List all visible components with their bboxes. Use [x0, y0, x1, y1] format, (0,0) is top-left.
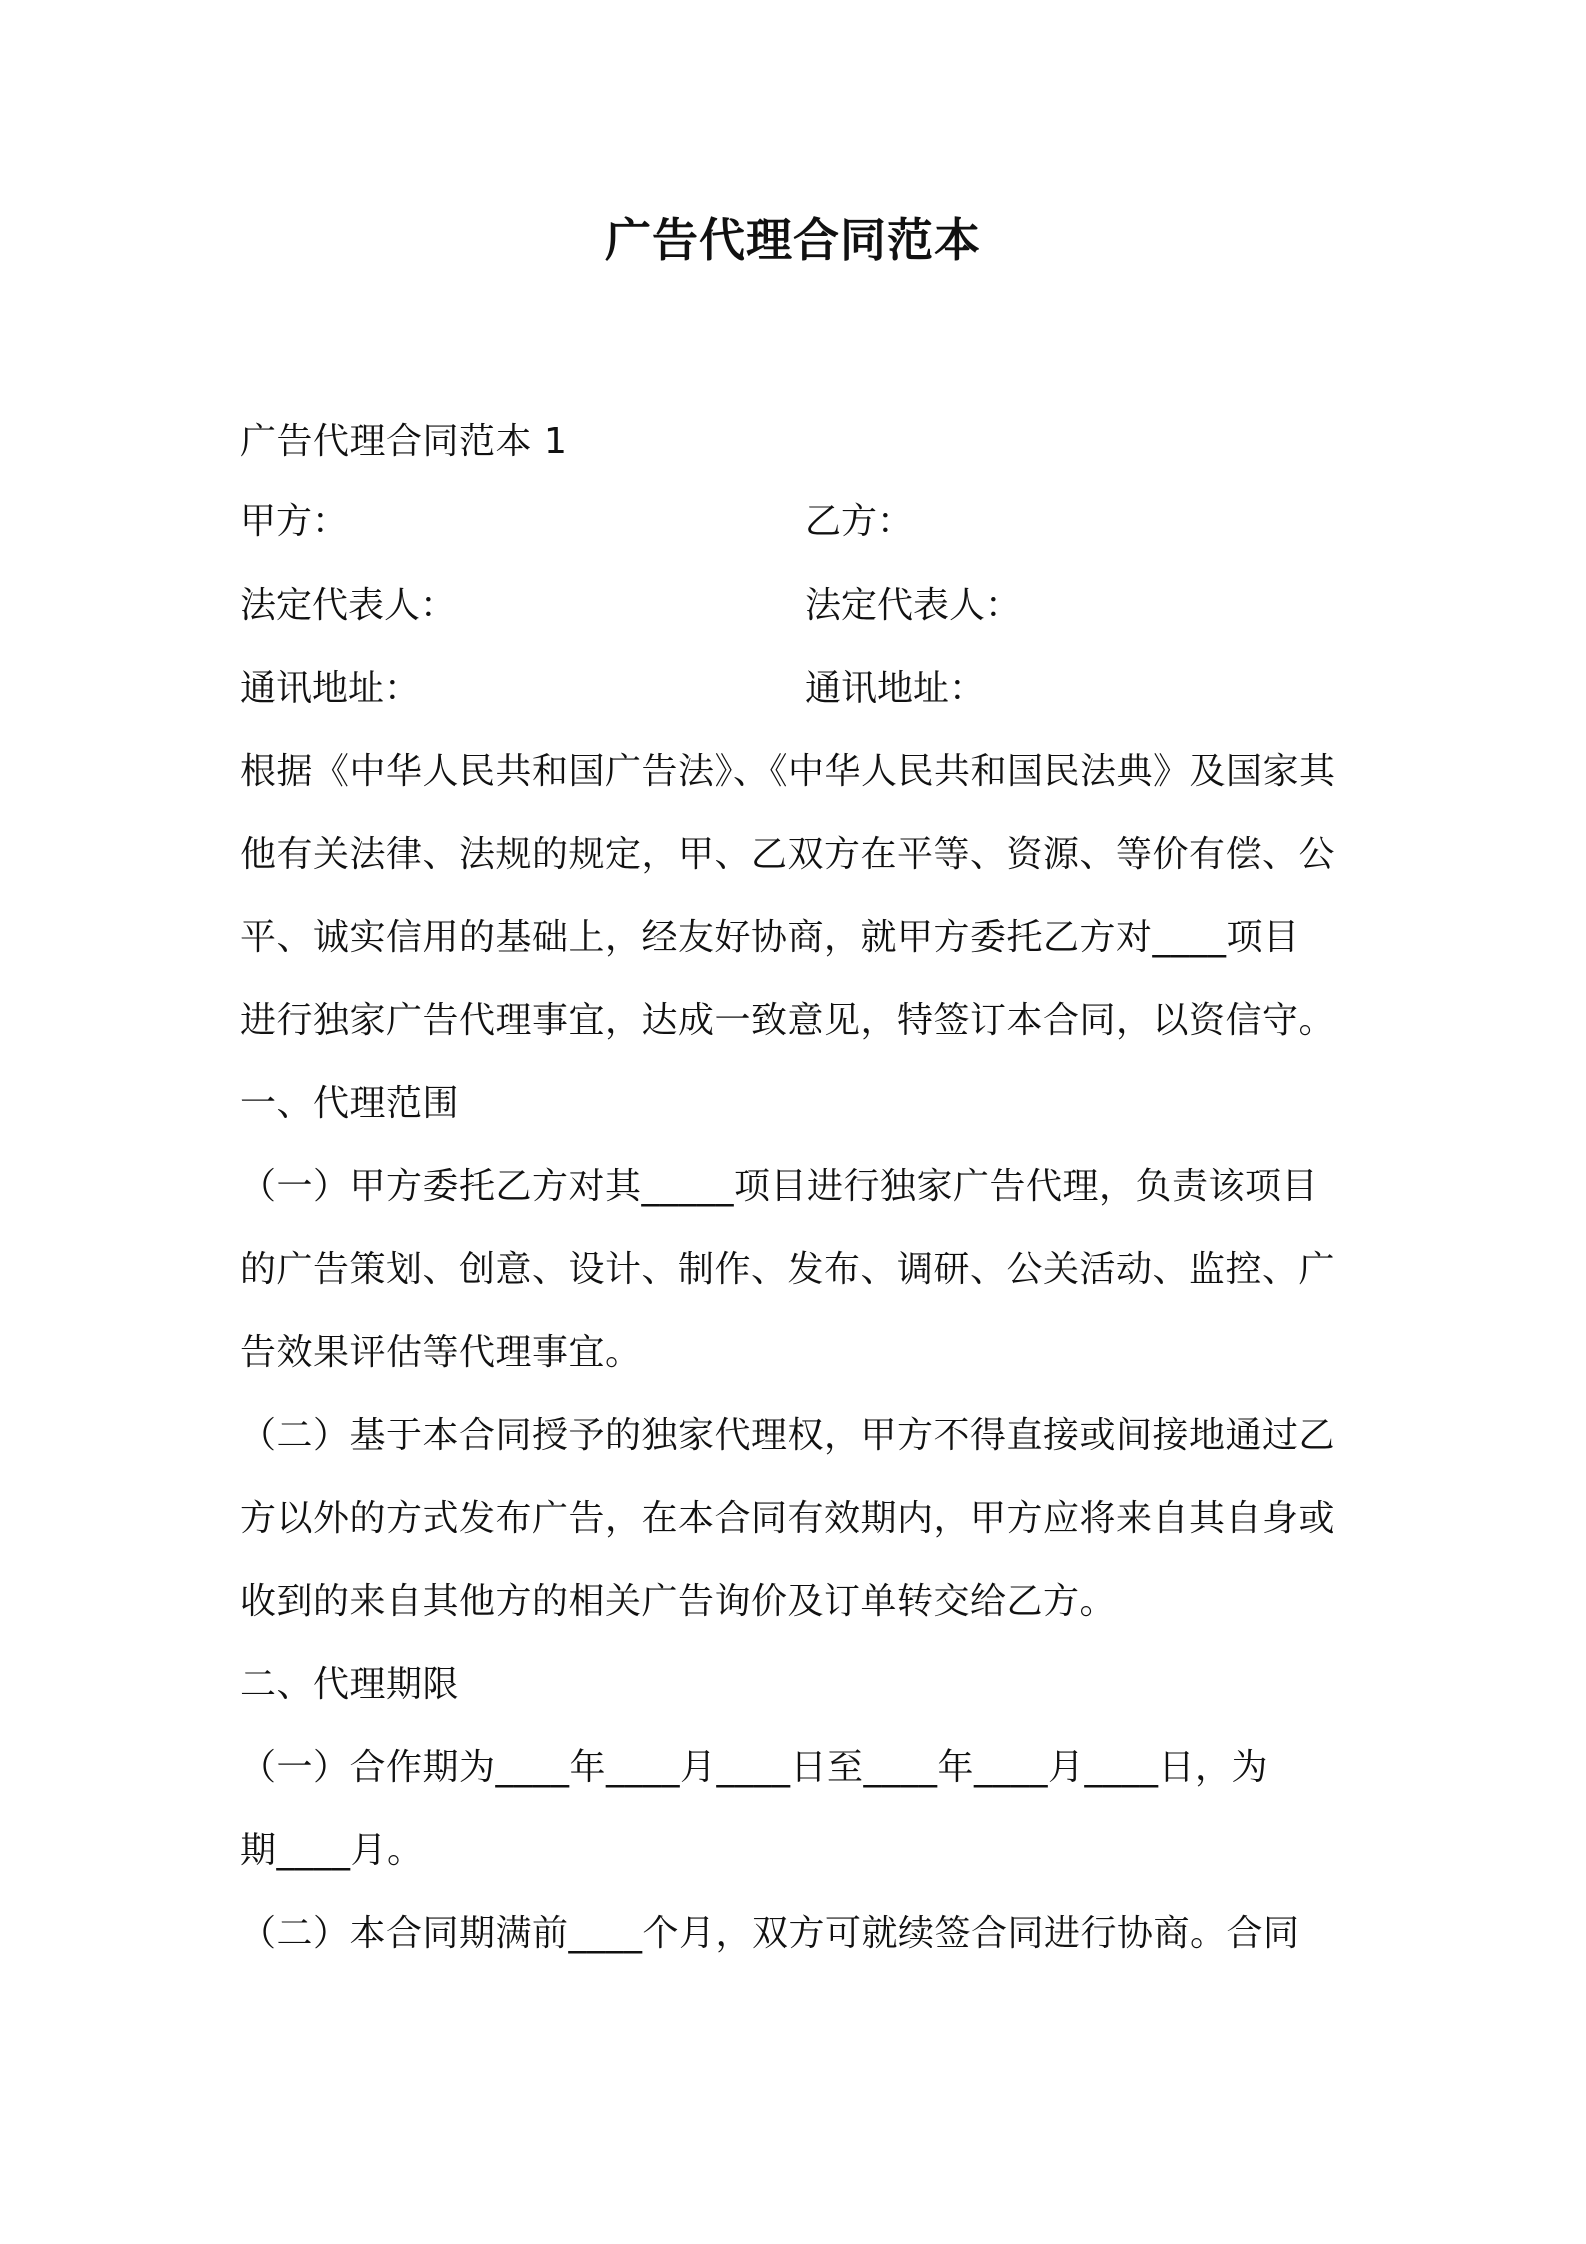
party-b-representative: 法定代表人： — [805, 585, 1022, 626]
body-line: 收到的来自其他方的相关广告询价及订单转交给乙方。 — [240, 1581, 1117, 1622]
body-line: 他有关法律、法规的规定，甲、乙双方在平等、资源、等价有偿、公 — [240, 834, 1336, 875]
body-line: 平、诚实信用的基础上，经友好协商，就甲方委托乙方对____项目 — [240, 917, 1300, 958]
body-line: （一）合作期为____年____月____日至____年____月____日，为 — [240, 1747, 1269, 1788]
body-line: 的广告策划、创意、设计、制作、发布、调研、公关活动、监控、广 — [240, 1249, 1336, 1290]
document-subtitle: 广告代理合同范本 1 — [240, 421, 568, 462]
party-a-representative: 法定代表人： — [240, 585, 457, 626]
document-title: 广告代理合同范本 — [605, 213, 981, 267]
body-line: 根据《中华人民共和国广告法》、《中华人民共和国民法典》及国家其 — [240, 751, 1336, 792]
party-b-label: 乙方： — [805, 501, 914, 542]
body-line: （一）甲方委托乙方对其_____项目进行独家广告代理，负责该项目 — [240, 1166, 1319, 1207]
party-a-label: 甲方： — [240, 501, 349, 542]
section-heading: 二、代理期限 — [240, 1664, 460, 1705]
section-heading: 一、代理范围 — [240, 1083, 460, 1124]
body-line: 告效果评估等代理事宜。 — [240, 1332, 642, 1373]
body-line: 进行独家广告代理事宜，达成一致意见，特签订本合同，以资信守。 — [240, 1000, 1336, 1041]
party-b-address: 通讯地址： — [805, 668, 986, 709]
body-line: 期____月。 — [240, 1830, 424, 1871]
body-line: （二）基于本合同授予的独家代理权，甲方不得直接或间接地通过乙 — [240, 1415, 1336, 1456]
body-line: （二）本合同期满前____个月，双方可就续签合同进行协商。合同 — [240, 1913, 1300, 1954]
body-line: 方以外的方式发布广告，在本合同有效期内，甲方应将来自其自身或 — [240, 1498, 1336, 1539]
party-a-address: 通讯地址： — [240, 668, 421, 709]
